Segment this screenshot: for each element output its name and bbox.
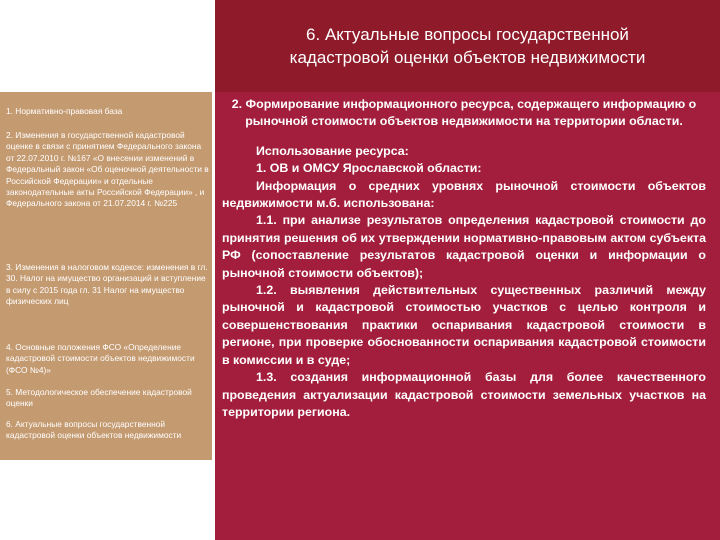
paragraph-1-1: 1.1. при анализе результатов определения кадастровой стоимости до принятия решения об их утверждении нормативно-правовым актом субъекта РФ (сопоставление результатов кадастровой оценки и информации о рыночной стоимости объектов); [222,213,706,280]
sidebar [0,92,215,460]
sidebar-item-2[interactable]: 2. Изменения в государственной кадастровой оценке в связи с принятием Федерального закона от 22.07.2010 г. №167 «О внесении изменений в Федеральный закон «Об оценочной деятельности в Российской Федерации» и отдельные законодательные акты Российской Федерации» , и Федерального закона от 21.07.2014 г. №225 [6,130,209,209]
sidebar-item-4[interactable]: 4. Основные положения ФСО «Определение кадастровой стоимости объектов недвижимости (ФСО №4)» [6,342,195,375]
bottom-left-panel [0,460,215,540]
title-line-2: кадастровой оценки объектов недвижимости [289,48,646,67]
sidebar-item-6[interactable]: 6. Актуальные вопросы государственной кадастровой оценки объектов недвижимости [6,419,182,441]
spacer [222,131,706,143]
paragraph-1-3: 1.3. создания информационной базы для более качественного проведения актуализации кадастровой стоимости земельных участков на территории региона. [222,370,706,419]
sidebar-item-1[interactable]: 1. Нормативно-правовая база [6,106,123,116]
title-line-1: 6. Актуальные вопросы государственной [306,25,629,44]
usage-title: Использование ресурса: [256,143,409,158]
slide-header [215,0,720,92]
content-heading: 2. Формирование информационного ресурса, содержащего информацию о рыночной стоимости объектов недвижимости на территории области. [231,97,697,129]
usage-item-1: 1. ОВ и ОМСУ Ярославской области: [256,161,482,176]
usage-item-1-text: Информация о средних уровнях рыночной стоимости объектов недвижимости м.б. использована: [222,178,706,211]
sidebar-item-3[interactable]: 3. Изменения в налоговом кодексе: изменения в гл. 30. Налог на имущество организаций и вступление в силу с 2015 года гл. 31 Налог на имущество физических лиц [6,262,208,307]
header-left-panel [0,0,215,92]
sidebar-panel [0,92,212,460]
paragraph-1-2: 1.2. выявления действительных существенных различий между рыночной и кадастровой стоимостью участков с целью контроля и совершенствования практики оспаривания кадастровой стоимости в регионе, при проверке обоснованности оспаривания кадастровой стоимости в комиссии и в суде; [222,283,706,367]
sidebar-item-5[interactable]: 5. Методологическое обеспечение кадастровой оценки [6,387,192,409]
main-content [222,96,706,421]
slide-title [274,23,662,69]
